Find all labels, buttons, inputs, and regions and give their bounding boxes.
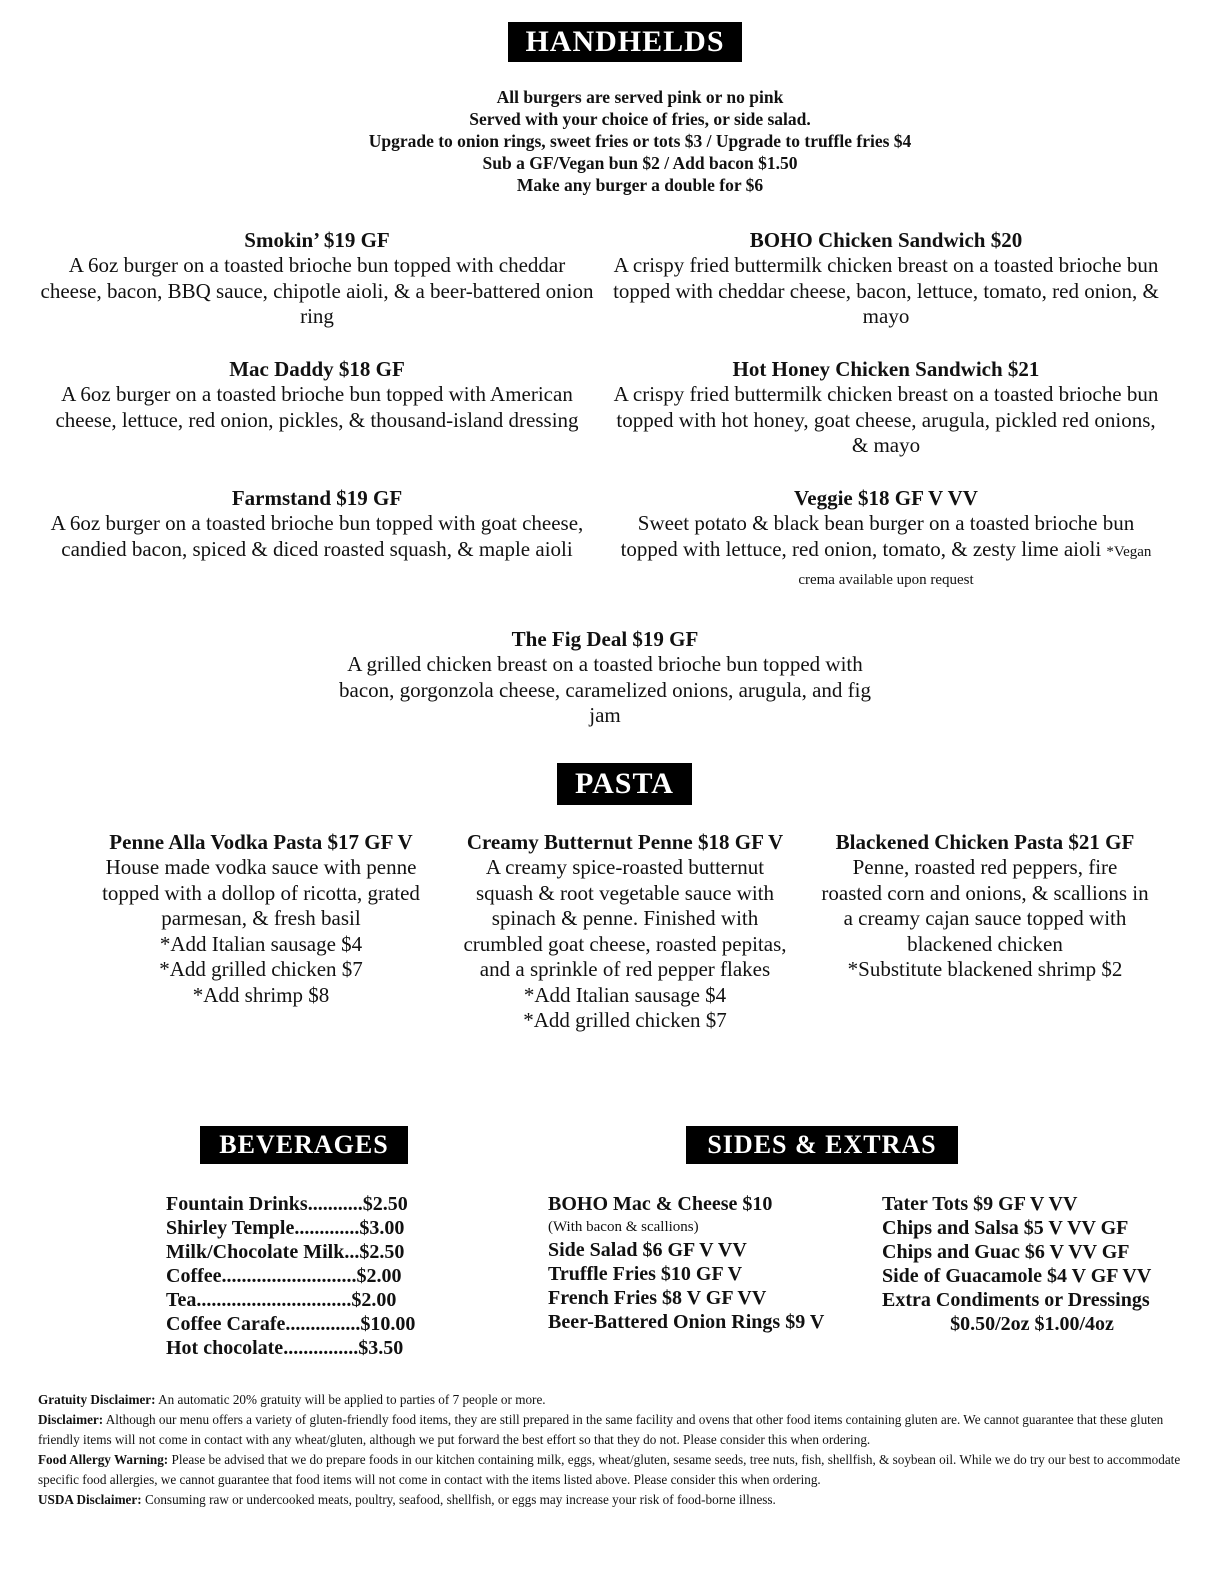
beverage-item: Coffee Carafe...............$10.00 <box>166 1313 416 1335</box>
intro-line: Sub a GF/Vegan bun $2 / Add bacon $1.50 <box>482 153 798 173</box>
item-addon: *Add Italian sausage $4 <box>159 931 363 956</box>
menu-item-boho-chicken <box>610 227 1162 330</box>
disclaimer-text: Please be advised that we do prepare foods in our kitchen containing milk, eggs, wheat/gluten, sesame seeds, tree nuts, fish, shellfish, & soybean oil. While we do try our best to accommodate specific food allergies, we cannot guarantee that food items will not come in contact with the items listed above. Please consider this when ordering. <box>38 1452 1181 1487</box>
beverages-list <box>166 1192 466 1360</box>
handhelds-intro <box>200 86 1080 196</box>
menu-item-butternut-penne <box>458 829 792 1034</box>
item-name: Creamy Butternut Penne $18 GF V <box>466 830 784 854</box>
item-addon: *Add grilled chicken $7 <box>523 1008 727 1032</box>
item-name: BOHO Chicken Sandwich $20 <box>749 228 1023 252</box>
side-item: Chips and Salsa $5 V VV GF <box>882 1217 1129 1239</box>
item-description: A 6oz burger on a toasted brioche bun topped with cheddar cheese, bacon, BBQ sauce, chipotle aioli, & a beer-battered onion ring <box>40 253 594 328</box>
side-item: Extra Condiments or Dressings <box>882 1289 1150 1311</box>
item-description <box>610 511 1162 594</box>
item-description: A 6oz burger on a toasted brioche bun topped with goat cheese, candied bacon, spiced & diced roasted squash, & maple aioli <box>50 511 584 561</box>
beverage-item: Coffee...........................$2.00 <box>166 1265 402 1287</box>
intro-line: Make any burger a double for $6 <box>516 175 764 195</box>
disclaimer-text: Although our menu offers a variety of gluten-friendly food items, they are still prepared in the same facility and ovens that other food items containing gluten are. We cannot guarantee that these gluten friendly items will not come in contact with any wheat/gluten, although we put forward the best effort so that they do not. Please consider this when ordering. <box>38 1412 1164 1447</box>
sides-column-1 <box>548 1192 878 1334</box>
disclaimer-label: USDA Disclaimer: <box>38 1492 142 1507</box>
side-item: Tater Tots $9 GF V VV <box>882 1193 1078 1215</box>
item-name: Penne Alla Vodka Pasta $17 GF V <box>109 830 413 854</box>
item-description: A 6oz burger on a toasted brioche bun topped with American cheese, lettuce, red onion, pickles, & thousand-island dressing <box>55 382 579 432</box>
item-name: Smokin’ $19 GF <box>244 228 390 252</box>
handhelds-banner: HANDHELDS <box>508 22 742 62</box>
item-note: *Vegan crema available upon request <box>798 543 1152 588</box>
allergy-warning <box>38 1450 1188 1490</box>
menu-item-farmstand <box>40 485 594 562</box>
item-description-text: Sweet potato & black bean burger on a toasted brioche bun topped with lettuce, red onion, tomato, & zesty lime aioli <box>620 511 1135 561</box>
item-description: A grilled chicken breast on a toasted brioche bun topped with bacon, gorgonzola cheese, caramelized onions, arugula, and fig jam <box>339 652 871 727</box>
menu-item-penne-vodka <box>96 829 426 1008</box>
side-item: Chips and Guac $6 V VV GF <box>882 1241 1130 1263</box>
item-description: A crispy fried buttermilk chicken breast on a toasted brioche bun topped with hot honey, goat cheese, arugula, pickled red onions, & mayo <box>613 382 1159 457</box>
item-name: Hot Honey Chicken Sandwich $21 <box>732 357 1040 381</box>
item-name: The Fig Deal $19 GF <box>511 627 699 651</box>
side-item: Beer-Battered Onion Rings $9 V <box>548 1311 825 1333</box>
beverage-item: Tea...............................$2.00 <box>166 1289 397 1311</box>
side-item: Side of Guacamole $4 V GF VV <box>882 1265 1152 1287</box>
beverage-item: Fountain Drinks...........$2.50 <box>166 1193 408 1215</box>
side-item-note: (With bacon & scallions) <box>548 1219 699 1235</box>
beverage-item: Shirley Temple.............$3.00 <box>166 1217 405 1239</box>
side-item: BOHO Mac & Cheese $10 <box>548 1193 773 1215</box>
disclaimer-text: An automatic 20% gratuity will be applied to parties of 7 people or more. <box>155 1392 546 1407</box>
side-item: Truffle Fries $10 GF V <box>548 1263 743 1285</box>
gluten-disclaimer <box>38 1410 1188 1450</box>
intro-line: Upgrade to onion rings, sweet fries or tots $3 / Upgrade to truffle fries $4 <box>368 131 912 151</box>
side-item: Side Salad $6 GF V VV <box>548 1239 747 1261</box>
item-name: Mac Daddy $18 GF <box>229 357 405 381</box>
menu-item-mac-daddy <box>40 356 594 433</box>
item-addon: *Add Italian sausage $4 <box>523 982 727 1007</box>
intro-line: Served with your choice of fries, or side salad. <box>469 109 811 129</box>
usda-disclaimer <box>38 1490 1188 1510</box>
item-description: Penne, roasted red peppers, fire roasted corn and onions, & scallions in a creamy cajan sauce topped with blackened chicken <box>821 855 1149 956</box>
menu-item-veggie <box>610 485 1162 594</box>
item-name: Farmstand $19 GF <box>231 486 403 510</box>
intro-line: All burgers are served pink or no pink <box>496 87 784 107</box>
beverage-item: Milk/Chocolate Milk...$2.50 <box>166 1241 405 1263</box>
item-description: House made vodka sauce with penne topped with a dollop of ricotta, grated parmesan, & fresh basil <box>102 855 420 930</box>
disclaimer-text: Consuming raw or undercooked meats, poultry, seafood, shellfish, or eggs may increase your risk of food-borne illness. <box>141 1492 776 1507</box>
disclaimer-label: Food Allergy Warning: <box>38 1452 169 1467</box>
item-addon: *Add grilled chicken $7 <box>159 957 363 981</box>
item-description: A creamy spice-roasted butternut squash & root vegetable sauce with spinach & penne. Finished with crumbled goat cheese, roasted pepitas, and a sprinkle of red pepper flakes <box>463 855 787 981</box>
beverages-banner: BEVERAGES <box>200 1126 408 1164</box>
menu-item-smokin <box>40 227 594 330</box>
menu-item-blackened-chicken <box>820 829 1150 983</box>
side-price-line: $0.50/2oz $1.00/4oz <box>950 1313 1114 1335</box>
item-name: Blackened Chicken Pasta $21 GF <box>835 830 1135 854</box>
side-item: French Fries $8 V GF VV <box>548 1287 767 1309</box>
beverage-item: Hot chocolate...............$3.50 <box>166 1337 404 1359</box>
menu-item-fig-deal <box>330 626 880 729</box>
gratuity-disclaimer <box>38 1390 1188 1410</box>
item-addon: *Add shrimp $8 <box>192 982 330 1007</box>
disclaimers <box>38 1390 1188 1510</box>
item-addon: *Substitute blackened shrimp $2 <box>847 957 1123 981</box>
sides-column-2 <box>882 1192 1202 1336</box>
sides-banner: SIDES & EXTRAS <box>686 1126 958 1164</box>
disclaimer-label: Disclaimer: <box>38 1412 104 1427</box>
menu-item-hot-honey <box>610 356 1162 459</box>
item-name: Veggie $18 GF V VV <box>794 486 978 510</box>
item-description: A crispy fried buttermilk chicken breast on a toasted brioche bun topped with cheddar cheese, bacon, lettuce, tomato, red onion, & mayo <box>613 253 1159 328</box>
pasta-banner: PASTA <box>557 763 692 805</box>
disclaimer-label: Gratuity Disclaimer: <box>38 1392 156 1407</box>
